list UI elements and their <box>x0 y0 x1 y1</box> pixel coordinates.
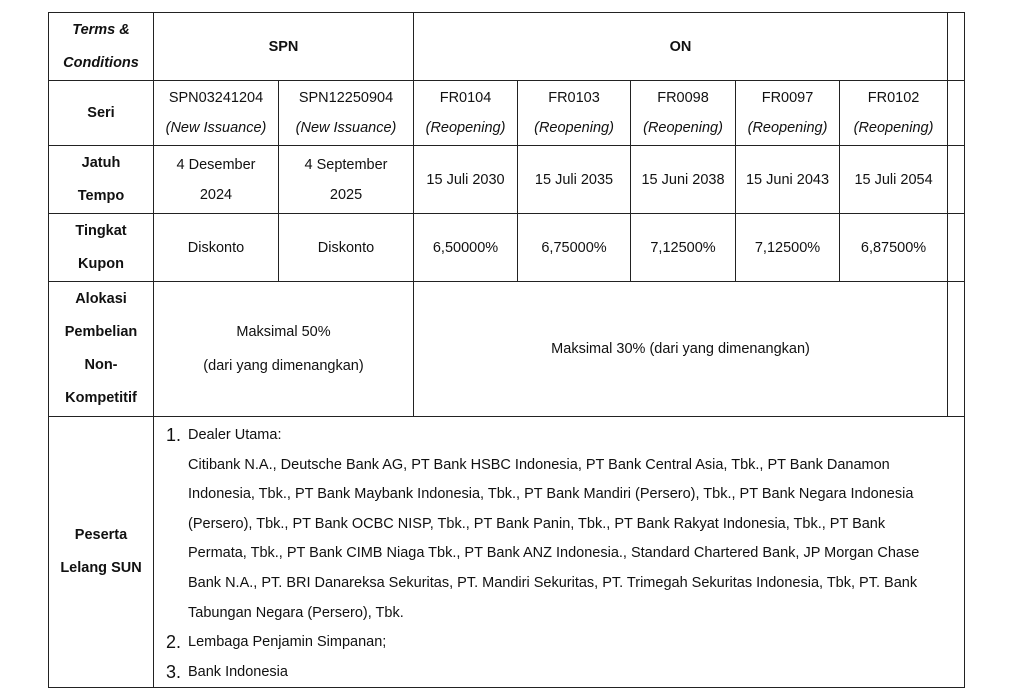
seri-cell <box>518 81 631 146</box>
coupon-cell: 6,50000% <box>414 214 518 282</box>
list-item <box>164 421 956 628</box>
maturity-cell <box>279 146 414 214</box>
maturity-line1: 4 September <box>304 156 388 173</box>
maturity-spacer-cell <box>948 146 965 214</box>
kupon-row <box>49 214 965 282</box>
dealer-line: Permata, Tbk., PT Bank CIMB Niaga Tbk., PT Bank ANZ Indonesia., Standard Chartered Bank, JP Morgan Chase <box>188 545 920 562</box>
jatuh-tempo-label-line1: Jatuh <box>81 154 121 171</box>
dealer-line: Bank N.A., PT. BRI Danareksa Sekuritas, PT. Mandiri Sekuritas, PT. Trimegah Sekuritas Indonesia, Tbk, PT. Bank <box>188 574 918 591</box>
jatuh-tempo-label <box>49 146 154 214</box>
list-item-title: Lembaga Penjamin Simpanan; <box>188 634 387 651</box>
coupon-cell: 6,75000% <box>518 214 631 282</box>
seri-code: SPN12250904 <box>298 90 394 106</box>
list-item-title: Bank Indonesia <box>188 663 288 680</box>
peserta-list-cell <box>154 417 965 688</box>
peserta-label-line1: Peserta <box>74 527 128 544</box>
maturity-cell <box>154 146 279 214</box>
seri-cell <box>631 81 736 146</box>
terms-conditions-header <box>49 13 154 81</box>
maturity-cell: 15 Juni 2038 <box>631 146 736 214</box>
list-number: 1. <box>166 425 182 445</box>
maturity-cell: 15 Juli 2035 <box>518 146 631 214</box>
header-row <box>49 13 965 81</box>
maturity-line2: 2024 <box>199 186 233 203</box>
seri-code: FR0097 <box>761 90 814 106</box>
seri-note: (Reopening) <box>853 120 934 136</box>
coupon-cell: 7,12500% <box>736 214 840 282</box>
seri-note: (Reopening) <box>425 120 506 136</box>
list-item <box>164 628 956 658</box>
alokasi-label-line: Alokasi <box>75 291 127 307</box>
alokasi-label <box>49 282 154 417</box>
alokasi-spacer-cell <box>948 282 965 417</box>
header-spacer-cell <box>948 13 965 81</box>
alokasi-label-line: Kompetitif <box>65 390 137 406</box>
coupon-spacer-cell <box>948 214 965 282</box>
coupon-cell: 7,12500% <box>631 214 736 282</box>
seri-note: (New Issuance) <box>165 120 267 136</box>
list-item <box>164 658 956 688</box>
seri-note: (Reopening) <box>534 120 614 136</box>
seri-code: FR0102 <box>867 90 920 106</box>
alokasi-spn-cell <box>154 282 414 417</box>
seri-code: SPN03241204 <box>168 90 264 106</box>
spn-header: SPN <box>154 13 414 81</box>
dealer-line: Tabungan Negara (Persero), Tbk. <box>188 604 404 621</box>
peserta-label <box>49 417 154 688</box>
alokasi-row <box>49 282 965 417</box>
seri-code: FR0104 <box>439 90 492 106</box>
seri-cell <box>154 81 279 146</box>
kupon-label-line2: Kupon <box>78 255 124 272</box>
jatuh-tempo-row <box>49 146 965 214</box>
seri-code: FR0098 <box>657 90 709 106</box>
seri-spacer-cell <box>948 81 965 146</box>
seri-note: (Reopening) <box>747 120 828 136</box>
coupon-cell: 6,87500% <box>840 214 948 282</box>
alokasi-label-line: Non- <box>84 357 118 373</box>
kupon-label <box>49 214 154 282</box>
dealer-line: (Persero), Tbk., PT Bank OCBC NISP, Tbk., PT Bank Panin, Tbk., PT Bank Rakyat Indonesia, Tbk., PT Bank <box>188 515 886 532</box>
alokasi-spn-line2: (dari yang dimenangkan) <box>203 358 364 374</box>
seri-cell <box>736 81 840 146</box>
kupon-label-line1: Tingkat <box>75 222 127 239</box>
peserta-label-line2: Lelang SUN <box>60 560 142 577</box>
peserta-list <box>164 421 956 687</box>
coupon-cell: Diskonto <box>279 214 414 282</box>
maturity-line1: 4 Desember <box>176 156 256 173</box>
seri-label: Seri <box>49 81 154 146</box>
maturity-cell: 15 Juni 2043 <box>736 146 840 214</box>
jatuh-tempo-label-line2: Tempo <box>77 187 125 204</box>
terms-line2: Conditions <box>63 54 139 71</box>
seri-note: (Reopening) <box>643 120 723 136</box>
dealer-line: Citibank N.A., Deutsche Bank AG, PT Bank HSBC Indonesia, PT Bank Central Asia, Tbk., PT Bank Danamon <box>188 456 890 473</box>
maturity-line2: 2025 <box>329 186 363 203</box>
list-number: 2. <box>166 632 182 653</box>
maturity-cell: 15 Juli 2030 <box>414 146 518 214</box>
seri-row <box>49 81 965 146</box>
maturity-cell: 15 Juli 2054 <box>840 146 948 214</box>
alokasi-label-line: Pembelian <box>64 324 138 340</box>
seri-code: FR0103 <box>548 90 600 106</box>
alokasi-spn-line1: Maksimal 50% <box>236 324 331 340</box>
seri-cell <box>840 81 948 146</box>
seri-cell <box>279 81 414 146</box>
list-number: 3. <box>166 661 182 682</box>
alokasi-on-cell: Maksimal 30% (dari yang dimenangkan) <box>414 282 948 417</box>
list-item-title: Dealer Utama: <box>188 427 282 443</box>
on-header: ON <box>414 13 948 81</box>
dealer-line: Indonesia, Tbk., PT Bank Maybank Indonesia, Tbk., PT Bank Mandiri (Persero), Tbk., PT Bank Negara Indonesia <box>188 486 914 503</box>
terms-line1: Terms & <box>72 21 130 38</box>
seri-cell <box>414 81 518 146</box>
peserta-row <box>49 417 965 688</box>
coupon-cell: Diskonto <box>154 214 279 282</box>
terms-table <box>48 12 965 688</box>
seri-note: (New Issuance) <box>295 120 397 136</box>
